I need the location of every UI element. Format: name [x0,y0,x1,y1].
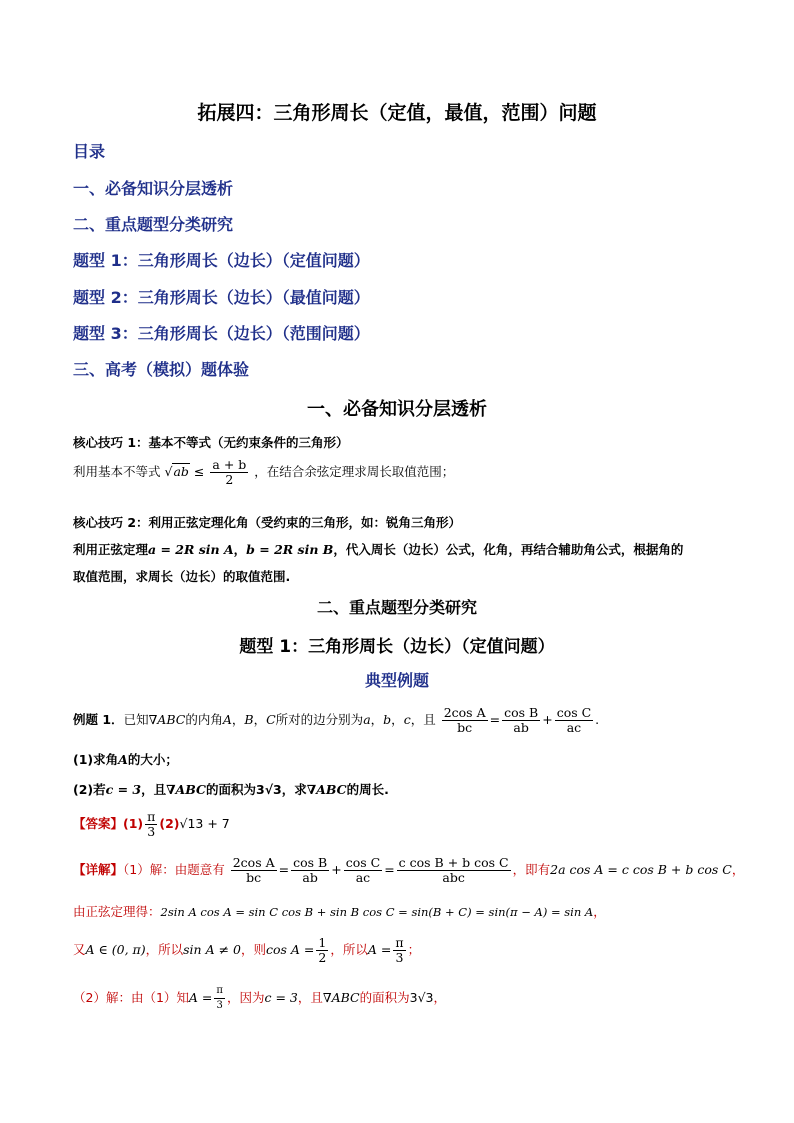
detail-line-1: 【详解】（1）解：由题意有 $\frac{\text{2cos A}}{bc}$ = $\frac{\text{cos B}}{ab}$ + $\frac{\text{cos C}}{ac}$ = $\frac{\text{c cos B + b cos C}}{\text{abc}}$ ，即有2a cos A = c cos B + b cos C， [73,855,745,885]
fraction-pi-over-3: $\frac{\pi}{3}$ [147,809,156,839]
section2-heading: 二、重点题型分类研究 [316,598,477,617]
page-title: 拓展四：三角形周长（定值，最值，范围）问题 [197,102,597,124]
example1-stem: 例题 1．已知∇ABC的内角A，B，C所对的边分别为a，b，c，且 $\frac{\text{2cos A}}{bc}$ = $\frac{\text{cos B}}{ab}$ + $\frac{\text{cos C}}{ac}$ . [73,705,600,735]
detail-line-3: 又A ∈ (0, π)，所以sin A ≠ 0，则cos A = $\frac{1}{2}$ ，所以A = $\frac{\pi}{3}$ ； [73,935,421,965]
answer-line: 【答案】(1) $\frac{\pi}{3}$ (2)√13 + 7 [73,809,230,839]
fraction-combined: $\frac{\text{c cos B + b cos C}}{\text{abc}}$ [398,855,509,885]
tip2-line2: 取值范围，求周长（边长）的取值范围. [73,569,291,584]
fraction-a-plus-b-over-2: $\frac{a + b}{2}$ [212,457,247,487]
fraction-1-over-2: $\frac{1}{2}$ [318,935,327,965]
tip2-line1: 利用正弦定理a = 2R sin A，b = 2R sin B，代入周长（边长）公式，化角，再结合辅助角公式，根据角的 [73,542,684,557]
toc-item-type3[interactable]: 题型 3：三角形周长（边长）（范围问题） [73,324,370,343]
detail-line-4: （2）解：由（1）知A = $\frac{\pi}{3}$ ，因为c = 3，且∇ABC的面积为3√3， [73,985,447,1011]
fraction-cosC-over-ac: $\frac{\text{cos C}}{ac}$ [345,855,381,885]
fraction-2cosA-over-bc: $\frac{\text{2cos A}}{bc}$ [443,705,486,735]
type1-heading: 题型 1：三角形周长（边长）（定值问题） [239,637,555,657]
question-2: (2)若c = 3，且∇ABC的面积为3√3，求∇ABC的周长. [73,782,389,797]
fraction-2cosA-over-bc: $\frac{\text{2cos A}}{bc}$ [232,855,275,885]
fraction-pi-over-3: $\frac{\pi}{3}$ [395,935,404,965]
toc-item-section2[interactable]: 二、重点题型分类研究 [73,215,234,234]
toc-item-section3[interactable]: 三、高考（模拟）题体验 [73,360,250,379]
toc-item-section1[interactable]: 一、必备知识分层透析 [73,179,234,198]
tip2-title: 核心技巧 2：利用正弦定理化角（受约束的三角形，如：锐角三角形） [73,515,462,530]
toc-heading: 目录 [73,142,106,161]
fraction-pi-over-3: $\frac{\pi}{3}$ [216,985,223,1011]
toc-item-type2[interactable]: 题型 2：三角形周长（边长）（最值问题） [73,288,370,307]
fraction-cosC-over-ac: $\frac{\text{cos C}}{ac}$ [556,705,592,735]
toc-item-type1[interactable]: 题型 1：三角形周长（边长）（定值问题） [73,251,370,270]
tip1-line: 利用基本不等式 √ab ≤ $\frac{a + b}{2}$ ，在结合余弦定理求周长取值范围； [73,457,455,487]
detail-line-2: 由正弦定理得：2sin A cos A = sin C cos B + sin B cos C = sin(B + C) = sin(π − A) = sin A， [73,904,606,919]
example-heading: 典型例题 [364,671,429,690]
fraction-cosB-over-ab: $\frac{\text{cos B}}{ab}$ [504,705,539,735]
section1-heading: 一、必备知识分层透析 [307,399,487,420]
sqrt-ab: √ab [164,464,189,479]
fraction-cosB-over-ab: $\frac{\text{cos B}}{ab}$ [293,855,328,885]
question-1: (1)求角A的大小； [73,752,178,767]
tip1-title: 核心技巧 1：基本不等式（无约束条件的三角形） [73,435,349,450]
